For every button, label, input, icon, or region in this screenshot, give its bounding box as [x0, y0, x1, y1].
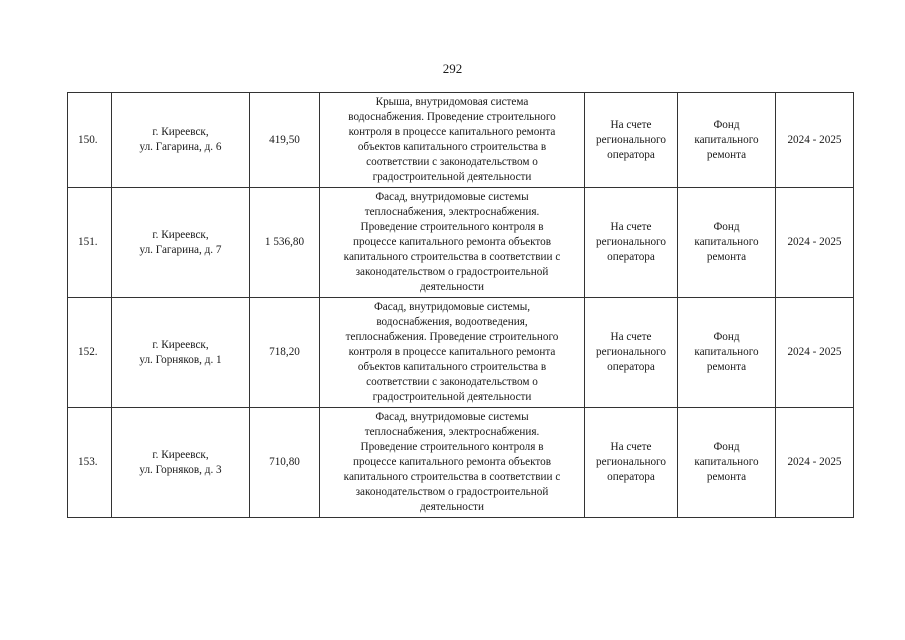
fund-line: капитального	[694, 236, 759, 248]
account-line: регионального	[596, 346, 666, 358]
work-description-cell	[320, 298, 585, 408]
work-line: соответствии с законодательством о	[366, 156, 538, 168]
address-cell	[112, 408, 250, 518]
work-line: законодательством о градостроительной	[355, 266, 549, 278]
work-line: градостроительной деятельности	[372, 171, 532, 183]
fund-line: капитального	[694, 456, 759, 468]
fund-line: Фонд	[713, 221, 740, 233]
fund-line: Фонд	[713, 441, 740, 453]
period-cell: 2024 - 2025	[776, 298, 854, 408]
account-line: На счете	[610, 441, 652, 453]
account-line: На счете	[610, 331, 652, 343]
fund-line: ремонта	[706, 251, 747, 263]
row-number: 152.	[68, 298, 112, 408]
work-line: Фасад, внутридомовые системы	[375, 191, 529, 203]
work-line: капитального строительства в соответствии с	[343, 471, 561, 483]
fund-line: ремонта	[706, 361, 747, 373]
work-line: Фасад, внутридомовые системы	[375, 411, 529, 423]
address-street: ул. Горняков, д. 1	[139, 353, 222, 366]
work-line: водоснабжения. Проведение строительного	[348, 111, 556, 123]
row-number: 150.	[68, 93, 112, 188]
work-description-cell	[320, 93, 585, 188]
work-line: теплоснабжения. Проведение строительного	[345, 331, 559, 343]
fund-cell	[678, 298, 776, 408]
work-line: контроля в процессе капитального ремонта	[348, 346, 556, 358]
fund-line: ремонта	[706, 471, 747, 483]
fund-line: ремонта	[706, 148, 747, 161]
work-line: теплоснабжения, электроснабжения.	[364, 426, 540, 438]
work-line: водоснабжения, водоотведения,	[376, 316, 528, 328]
address-cell	[112, 93, 250, 188]
work-line: законодательством о градостроительной	[355, 486, 549, 498]
fund-line: капитального	[694, 133, 759, 146]
period-cell: 2024 - 2025	[776, 93, 854, 188]
table-row	[68, 188, 854, 298]
work-line: объектов капитального строительства в	[357, 361, 547, 373]
fund-line: Фонд	[713, 331, 740, 343]
account-line: оператора	[607, 361, 655, 373]
account-line: оператора	[607, 471, 655, 483]
work-line: деятельности	[419, 501, 485, 513]
area-cell: 710,80	[250, 408, 320, 518]
table-row	[68, 298, 854, 408]
area-cell: 419,50	[250, 93, 320, 188]
account-cell	[585, 93, 678, 188]
work-line: Крыша, внутридомовая система	[375, 96, 529, 108]
address-cell	[112, 298, 250, 408]
area-cell: 718,20	[250, 298, 320, 408]
area-cell: 1 536,80	[250, 188, 320, 298]
fund-cell	[678, 93, 776, 188]
address-city: г. Киреевск,	[152, 228, 209, 241]
row-number: 153.	[68, 408, 112, 518]
address-city: г. Киреевск,	[152, 126, 209, 138]
period-cell: 2024 - 2025	[776, 188, 854, 298]
work-line: Проведение строительного контроля в	[360, 441, 544, 453]
address-street: ул. Гагарина, д. 7	[139, 243, 222, 256]
fund-line: Фонд	[713, 118, 740, 131]
work-description-cell	[320, 408, 585, 518]
table-row	[68, 408, 854, 518]
table-row	[68, 93, 854, 188]
work-line: контроля в процессе капитального ремонта	[348, 126, 556, 138]
address-street: ул. Горняков, д. 3	[139, 463, 222, 476]
repair-works-table	[67, 92, 854, 518]
work-line: градостроительной деятельности	[372, 391, 532, 403]
fund-line: капитального	[694, 346, 759, 358]
address-city: г. Киреевск,	[152, 338, 209, 351]
account-cell	[585, 298, 678, 408]
work-line: Фасад, внутридомовые системы,	[373, 301, 531, 313]
work-description-cell	[320, 188, 585, 298]
fund-cell	[678, 408, 776, 518]
fund-cell	[678, 188, 776, 298]
page-number: 292	[442, 61, 463, 76]
account-cell	[585, 408, 678, 518]
address-city: г. Киреевск,	[152, 448, 209, 461]
account-line: регионального	[596, 133, 666, 146]
work-line: процессе капитального ремонта объектов	[352, 456, 552, 468]
account-line: оператора	[607, 251, 655, 263]
work-line: капитального строительства в соответствии с	[343, 251, 561, 263]
account-cell	[585, 188, 678, 298]
account-line: регионального	[596, 456, 666, 468]
account-line: На счете	[610, 221, 652, 233]
account-line: На счете	[610, 118, 652, 131]
work-line: теплоснабжения, электроснабжения.	[364, 206, 540, 218]
work-line: деятельности	[419, 281, 485, 293]
work-line: процессе капитального ремонта объектов	[352, 236, 552, 248]
row-number: 151.	[68, 188, 112, 298]
account-line: регионального	[596, 236, 666, 248]
period-cell: 2024 - 2025	[776, 408, 854, 518]
address-street: ул. Гагарина, д. 6	[139, 141, 222, 153]
work-line: объектов капитального строительства в	[357, 141, 547, 153]
work-line: соответствии с законодательством о	[366, 376, 538, 388]
address-cell	[112, 188, 250, 298]
work-line: Проведение строительного контроля в	[360, 221, 544, 233]
account-line: оператора	[607, 148, 655, 161]
